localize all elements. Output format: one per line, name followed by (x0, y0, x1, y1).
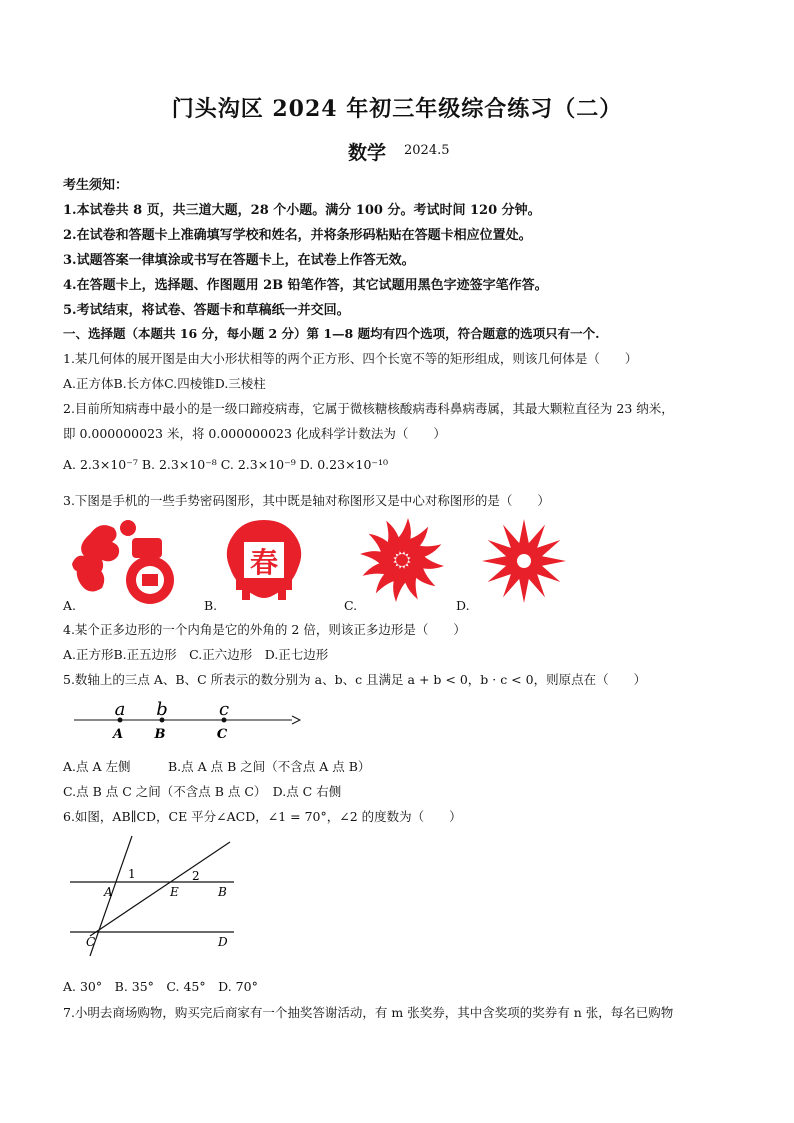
angle-2-label: 2 (192, 869, 200, 883)
notice-item-3: 3.试题答案一律填涂或书写在答题卡上，在试卷上作答无效。 (63, 253, 415, 268)
q3-label-b: B. (204, 598, 218, 613)
q5-option-line2: C.点 B 点 C 之间（不含点 B 点 C） D.点 C 右侧 (63, 784, 342, 799)
notice-item-5: 5.考试结束，将试卷、答题卡和草稿纸一并交回。 (63, 303, 350, 318)
q3-label-a: A. (63, 598, 77, 613)
notice-item-4: 4.在答题卡上，选择题、作图题用 2B 铅笔作答，其它试题用黑色字迹签字笔作答。 (63, 278, 548, 293)
q4-stem: 4.某个正多边形的一个内角是它的外角的 2 倍，则该正多边形是（ ） (63, 622, 466, 637)
q6-options: A. 30° B. 35° C. 45° D. 70° (63, 979, 258, 994)
q3-figure-a-dragon (70, 514, 190, 606)
angle-1-label: 1 (128, 867, 136, 881)
q1-options: A.正方体B.长方体C.四棱锥D.三棱柱 (63, 376, 266, 391)
chun-glyph: 春 (249, 546, 279, 579)
axis-label-a: a (114, 699, 126, 720)
exam-date: 2024.5 (404, 143, 450, 158)
q3-figure-c-pinwheel (358, 518, 446, 602)
q5-option-line1: A.点 A 左侧 B.点 A 点 B 之间（不含点 A 点 B） (63, 759, 371, 774)
q2-stem-line2: 即 0.000000023 米，将 0.000000023 化成科学计数法为（ ） (63, 426, 446, 441)
notice-item-1: 1.本试卷共 8 页，共三道大题，28 个小题。满分 100 分。考试时间 120 分钟。 (63, 203, 541, 218)
q7-stem: 7.小明去商场购物，购买完后商家有一个抽奖答谢活动，有 m 张奖券，其中含奖项的奖券有 n 张，每名已购物 (63, 1005, 674, 1020)
section-heading: 一、选择题（本题共 16 分，每小题 2 分）第 1—8 题均有四个选项，符合题意的选项只有一个. (63, 326, 600, 341)
point-label-c: C (216, 727, 228, 742)
notice-item-2: 2.在试卷和答题卡上准确填写学校和姓名，并将条形码粘贴在答题卡相应位置处。 (63, 228, 532, 243)
q2-stem-line1: 2.目前所知病毒中最小的是一级口蹄疫病毒，它属于微核糖核酸病毒科鼻病毒属，其最大颗粒直径为 23 纳米， (63, 401, 674, 416)
q3-stem: 3.下图是手机的一些手势密码图形，其中既是轴对称图形又是中心对称图形的是（ ） (63, 493, 550, 508)
point-label-b: B (154, 727, 166, 742)
q6-geometry-figure (66, 832, 246, 962)
q3-label-d: D. (456, 598, 470, 613)
point-d-label: D (218, 935, 228, 949)
notice-heading: 考生须知： (63, 178, 129, 193)
q3-label-c: C. (344, 598, 358, 613)
q1-stem: 1.某几何体的展开图是由大小形状相等的两个正方形、四个长宽不等的矩形组成，则该几何体是（ ） (63, 351, 638, 366)
axis-label-c: c (218, 699, 230, 720)
subject-label: 数学 (348, 142, 387, 164)
axis-label-b: b (156, 699, 168, 720)
q5-stem: 5.数轴上的三点 A、B、C 所表示的数分别为 a、b、c 且满足 a + b < 0，b · c < 0，则原点在（ ） (63, 672, 647, 687)
q3-figure-b-chun (220, 516, 308, 604)
q3-figure-d-star-flower (474, 516, 574, 606)
point-b-label: B (218, 885, 227, 899)
point-a-label: A (104, 885, 113, 899)
q6-stem: 6.如图，AB∥CD，CE 平分∠ACD，∠1 = 70°，∠2 的度数为（ ） (63, 809, 462, 824)
point-label-a: A (112, 727, 124, 742)
q4-options: A.正方形B.正五边形 C.正六边形 D.正七边形 (63, 647, 329, 662)
q5-number-line (70, 698, 302, 742)
q2-options: A. 2.3×10⁻⁷ B. 2.3×10⁻⁸ C. 2.3×10⁻⁹ D. 0.23×10⁻¹⁰ (63, 457, 389, 472)
point-c-label: C (86, 935, 96, 949)
page-title: 门头沟区 2024 年初三年级综合练习（二） (171, 96, 623, 122)
point-e-label: E (170, 885, 179, 899)
